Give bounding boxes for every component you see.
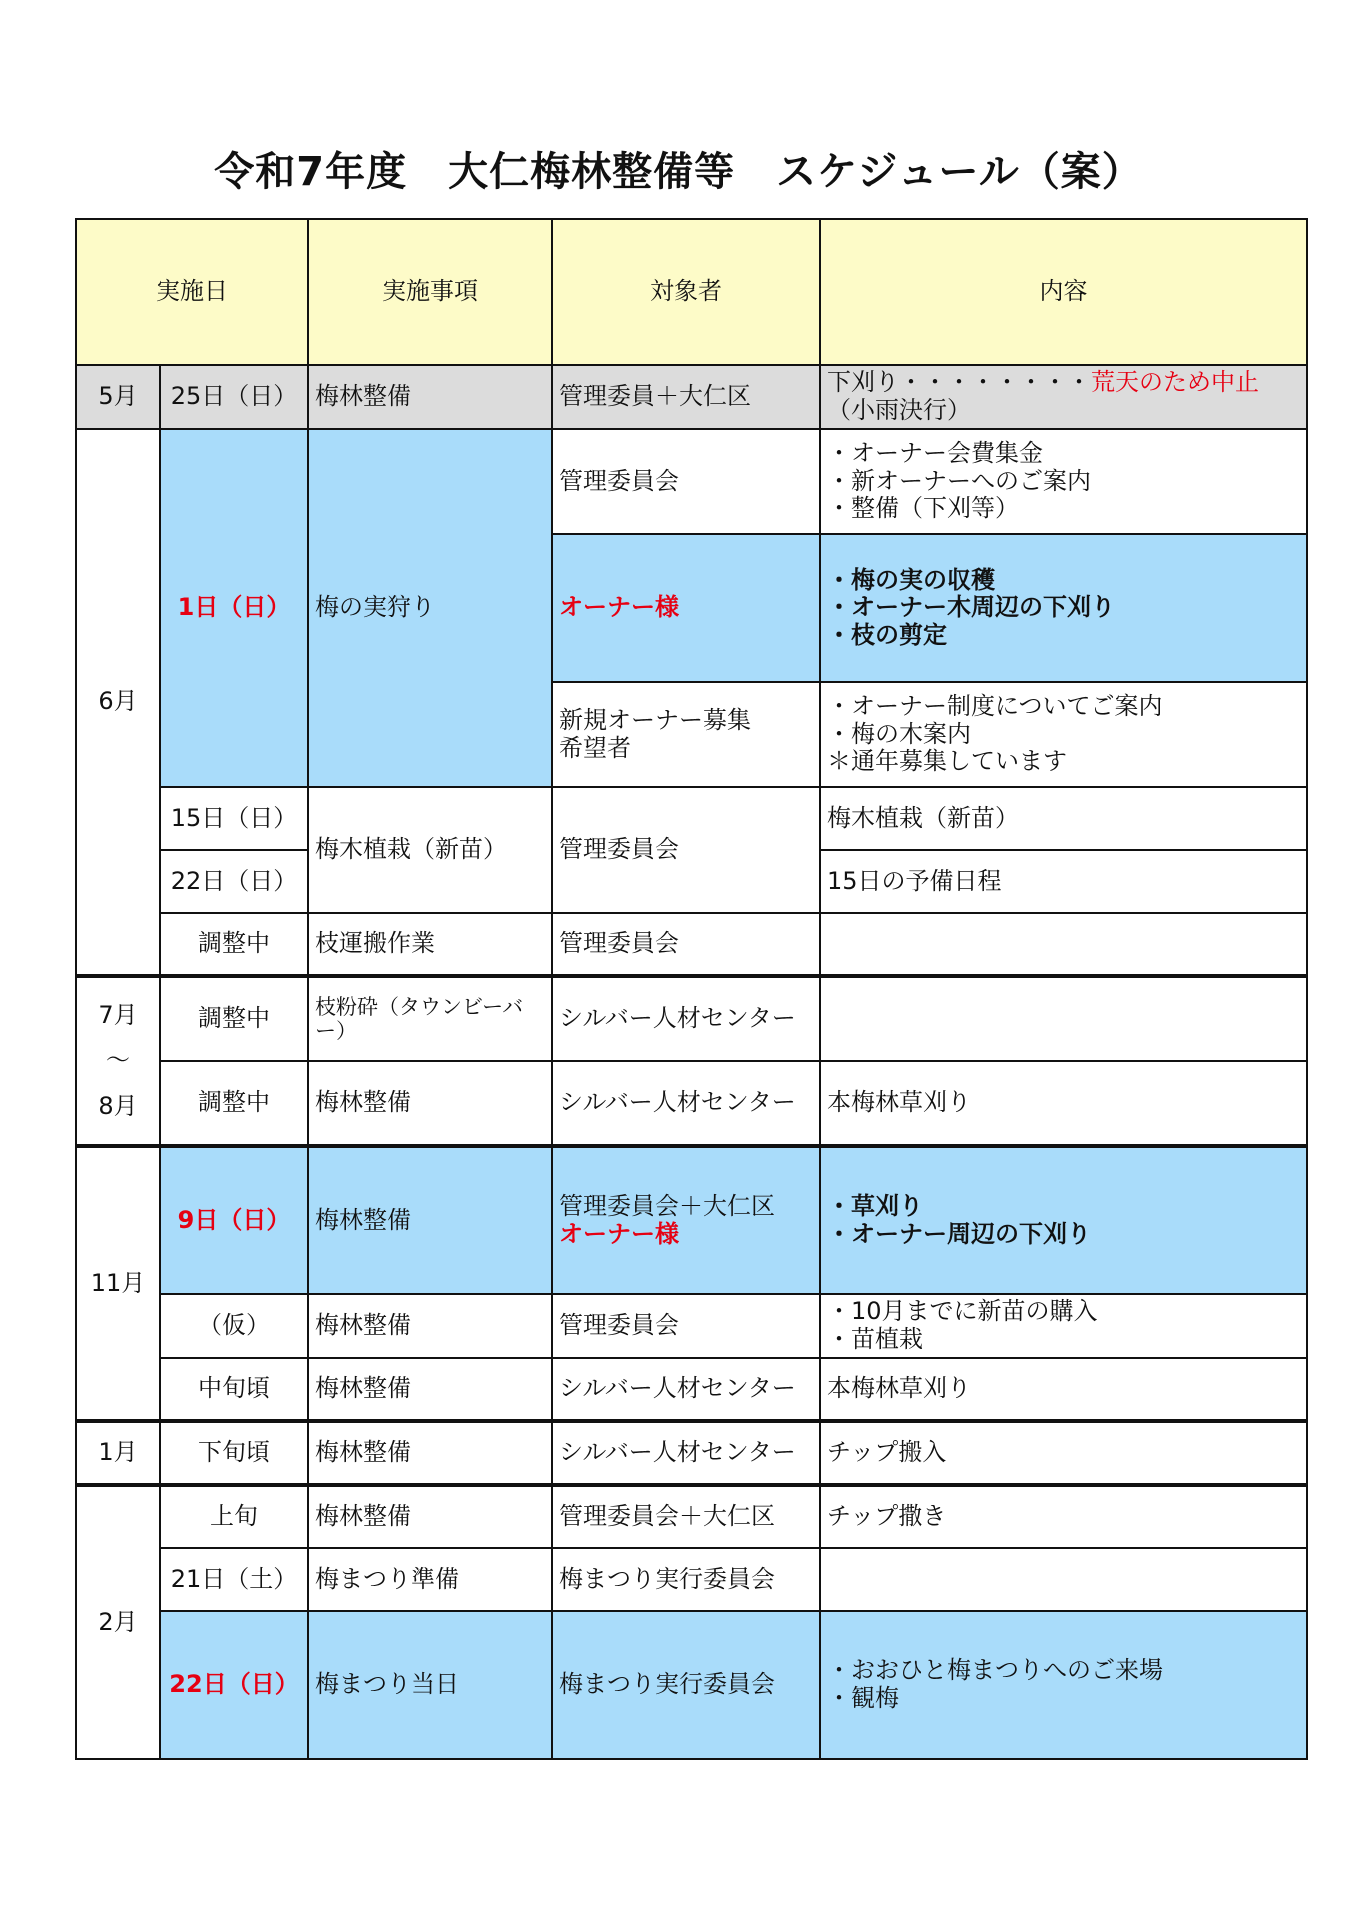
content-cell: チップ搬入: [820, 1421, 1307, 1485]
cancel-notice: 荒天のため中止: [1091, 368, 1259, 397]
content-line: ・草刈り: [827, 1191, 923, 1220]
content-line: ・オーナー制度についてご案内: [827, 692, 1163, 721]
month-line: 8月: [98, 1091, 138, 1120]
target-cell: 管理委員会＋大仁区: [552, 1485, 820, 1548]
target-cell: 管理委員会: [552, 787, 820, 913]
content-cell: チップ撒き: [820, 1485, 1307, 1548]
month-cell: 1月: [76, 1421, 160, 1485]
item-cell: 梅木植栽（新苗）: [308, 787, 552, 913]
table-row: [76, 1548, 1307, 1611]
content-cell: [820, 913, 1307, 976]
table-row: [76, 1421, 1307, 1485]
target-line: オーナー様: [559, 1219, 679, 1248]
content-line: ・オーナー会費集金: [827, 439, 1043, 468]
content-cell: 本梅林草刈り: [820, 1358, 1307, 1421]
header-date: 実施日: [76, 219, 308, 365]
item-cell: 梅まつり準備: [308, 1548, 552, 1611]
target-cell: 管理委員＋大仁区: [552, 365, 820, 429]
content-line: ・枝の剪定: [827, 620, 947, 649]
schedule-table: [75, 218, 1308, 1760]
day-cell: 調整中: [160, 913, 308, 976]
table-row: [76, 976, 1307, 1061]
item-cell: 枝運搬作業: [308, 913, 552, 976]
target-cell: シルバー人材センター: [552, 1061, 820, 1146]
day-cell: 9日（日）: [160, 1146, 308, 1294]
content-cell: [820, 1611, 1307, 1759]
day-cell: 調整中: [160, 976, 308, 1061]
content-line: ・観梅: [827, 1684, 899, 1712]
target-cell: [552, 682, 820, 787]
target-line: 新規オーナー募集: [559, 705, 751, 734]
target-cell: 管理委員会: [552, 1294, 820, 1358]
target-cell: 管理委員会: [552, 429, 820, 534]
target-cell: シルバー人材センター: [552, 976, 820, 1061]
month-cell: 2月: [76, 1485, 160, 1759]
content-line: ・おおひと梅まつりへのご来場: [827, 1656, 1163, 1685]
content-cell: [820, 976, 1307, 1061]
header-row: [76, 219, 1307, 365]
content-line: ・10月までに新苗の購入: [827, 1297, 1098, 1326]
item-cell: 梅林整備: [308, 1146, 552, 1294]
target-cell: 管理委員会: [552, 913, 820, 976]
target-cell: [552, 1146, 820, 1294]
target-cell: シルバー人材センター: [552, 1421, 820, 1485]
item-cell: 梅林整備: [308, 1061, 552, 1146]
table-row: [76, 1611, 1307, 1759]
content-cell: 梅木植栽（新苗）: [820, 787, 1307, 850]
content-cell: [820, 682, 1307, 787]
month-cell: [76, 976, 160, 1146]
content-line: ＊通年募集しています: [827, 747, 1067, 776]
table-row: [76, 365, 1307, 429]
header-item: 実施事項: [308, 219, 552, 365]
item-cell: 枝粉砕（タウンビーバー）: [308, 976, 552, 1061]
header-content: 内容: [820, 219, 1307, 365]
table-row: [76, 913, 1307, 976]
target-line: 希望者: [559, 733, 631, 762]
month-cell: 5月: [76, 365, 160, 429]
target-cell: シルバー人材センター: [552, 1358, 820, 1421]
target-cell: 梅まつり実行委員会: [552, 1611, 820, 1759]
content-line: ・苗植栽: [827, 1325, 923, 1353]
item-cell: 梅林整備: [308, 365, 552, 429]
table-row: [76, 1146, 1307, 1294]
header-target: 対象者: [552, 219, 820, 365]
item-cell: 梅林整備: [308, 1485, 552, 1548]
day-cell: 21日（土）: [160, 1548, 308, 1611]
content-line: ・オーナー周辺の下刈り: [827, 1219, 1091, 1248]
day-cell: （仮）: [160, 1294, 308, 1358]
table-row: [76, 1485, 1307, 1548]
day-cell: 上旬: [160, 1485, 308, 1548]
item-cell: 梅の実狩り: [308, 429, 552, 787]
content-cell: 15日の予備日程: [820, 850, 1307, 913]
table-row: [76, 429, 1307, 534]
month-line: 7月: [98, 1000, 138, 1029]
target-cell: 梅まつり実行委員会: [552, 1548, 820, 1611]
day-cell: 22日（日）: [160, 1611, 308, 1759]
content-text: （小雨決行）: [827, 396, 971, 424]
content-cell: [820, 429, 1307, 534]
month-cell: 6月: [76, 429, 160, 976]
month-line: ～: [106, 1046, 130, 1075]
table-row: [76, 787, 1307, 850]
content-line: ・新オーナーへのご案内: [827, 466, 1091, 495]
item-cell: 梅林整備: [308, 1421, 552, 1485]
target-cell: オーナー様: [552, 534, 820, 682]
content-cell: [820, 534, 1307, 682]
table-row: [76, 1294, 1307, 1358]
content-line: ・オーナー木周辺の下刈り: [827, 593, 1115, 622]
table-row: [76, 1358, 1307, 1421]
target-line: 管理委員会＋大仁区: [559, 1191, 775, 1220]
item-cell: 梅林整備: [308, 1294, 552, 1358]
day-cell: 1日（日）: [160, 429, 308, 787]
day-cell: 調整中: [160, 1061, 308, 1146]
content-line: ・梅の実の収穫: [827, 565, 995, 594]
item-cell: 梅林整備: [308, 1358, 552, 1421]
content-cell: [820, 1548, 1307, 1611]
content-cell: [820, 1294, 1307, 1358]
month-cell: 11月: [76, 1146, 160, 1421]
day-cell: 25日（日）: [160, 365, 308, 429]
content-cell: [820, 1146, 1307, 1294]
table-row: [76, 1061, 1307, 1146]
content-cell: 本梅林草刈り: [820, 1061, 1307, 1146]
day-cell: 22日（日）: [160, 850, 308, 913]
content-line: ・整備（下刈等）: [827, 494, 1019, 523]
content-cell: [820, 365, 1307, 429]
content-line: ・梅の木案内: [827, 719, 971, 748]
page-title: 令和7年度 大仁梅林整備等 スケジュール（案）: [214, 149, 1143, 195]
day-cell: 中旬頃: [160, 1358, 308, 1421]
content-text: 下刈り・・・・・・・・: [827, 368, 1091, 397]
day-cell: 15日（日）: [160, 787, 308, 850]
day-cell: 下旬頃: [160, 1421, 308, 1485]
item-cell: 梅まつり当日: [308, 1611, 552, 1759]
